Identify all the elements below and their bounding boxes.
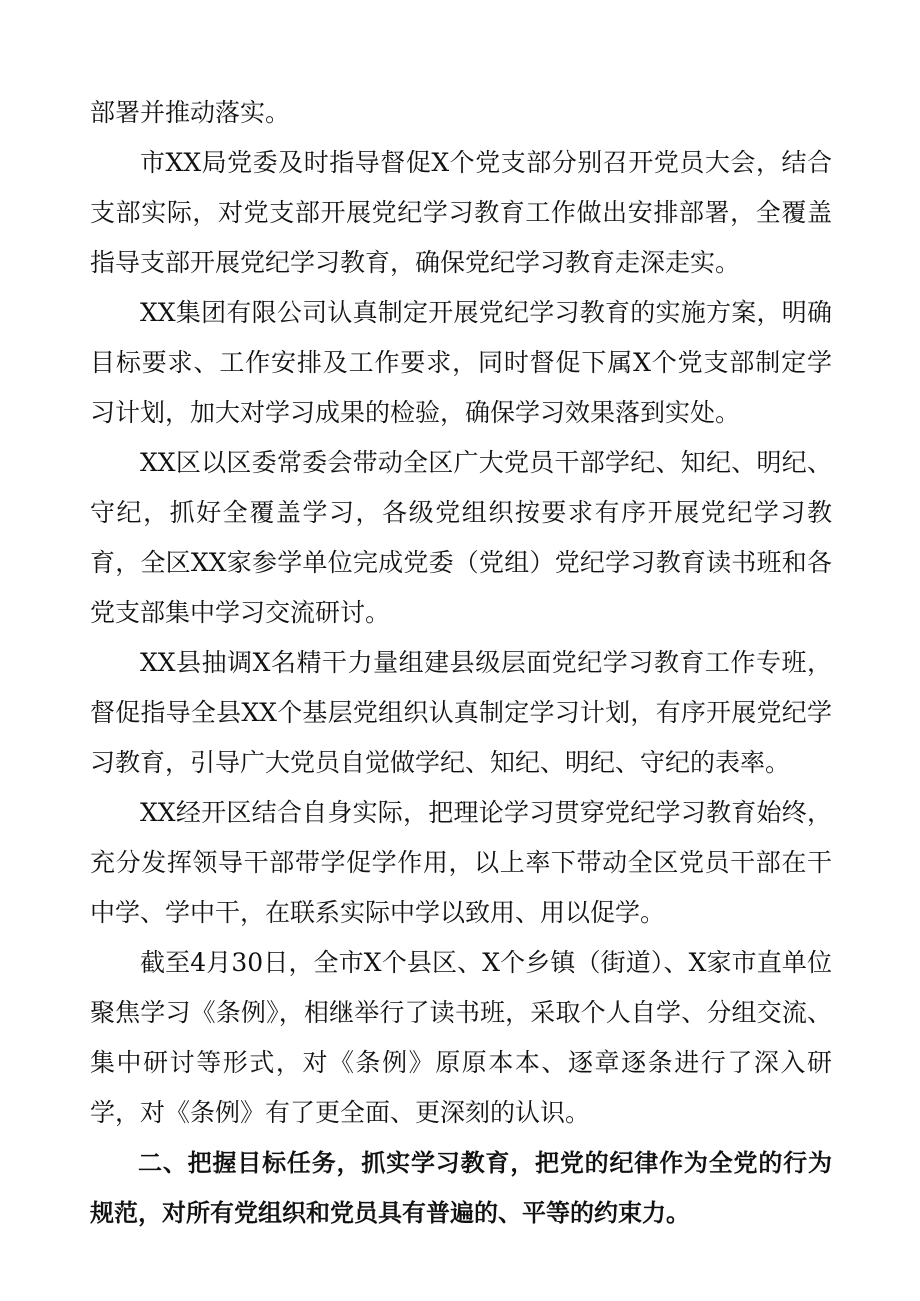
paragraph-continuation: 部署并推动落实。 xyxy=(90,98,291,127)
paragraph-summary: 截至4月30日，全市X个县区、X个乡镇（街道）、X家市直单位聚焦学习《条例》，相继举行了读书班，采取个人自学、分组交流、集中研讨等形式，对《条例》原原本本、逐章逐条进行了深入研学，对《条例》有了更全面、更深刻的认识。 xyxy=(90,948,832,1127)
paragraph-group-company: XX集团有限公司认真制定开展党纪学习教育的实施方案，明确目标要求、工作安排及工作要求，同时督促下属X个党支部制定学习计划，加大对学习成果的检验，确保学习效果落到实处。 xyxy=(90,298,832,427)
document-body xyxy=(90,88,832,1238)
paragraph-city-bureau: 市XX局党委及时指导督促X个党支部分别召开党员大会，结合支部实际，对党支部开展党纪学习教育工作做出安排部署，全覆盖指导支部开展党纪学习教育，确保党纪学习教育走深走实。 xyxy=(90,148,832,277)
paragraph-development-zone: XX经开区结合自身实际，把理论学习贯穿党纪学习教育始终，充分发挥领导干部带学促学作用，以上率下带动全区党员干部在干中学、学中干，在联系实际中学以致用、用以促学。 xyxy=(90,798,832,927)
paragraph-county: XX县抽调X名精干力量组建县级层面党纪学习教育工作专班，督促指导全县XX个基层党组织认真制定学习计划，有序开展党纪学习教育，引导广大党员自觉做学纪、知纪、明纪、守纪的表率。 xyxy=(90,648,832,777)
section-heading: 二、把握目标任务，抓实学习教育，把党的纪律作为全党的行为规范，对所有党组织和党员具有普遍的、平等的约束力。 xyxy=(90,1149,832,1227)
paragraph-district: XX区以区委常委会带动全区广大党员干部学纪、知纪、明纪、守纪，抓好全覆盖学习，各级党组织按要求有序开展党纪学习教育，全区XX家参学单位完成党委（党组）党纪学习教育读书班和各党支部集中学习交流研讨。 xyxy=(90,448,832,627)
